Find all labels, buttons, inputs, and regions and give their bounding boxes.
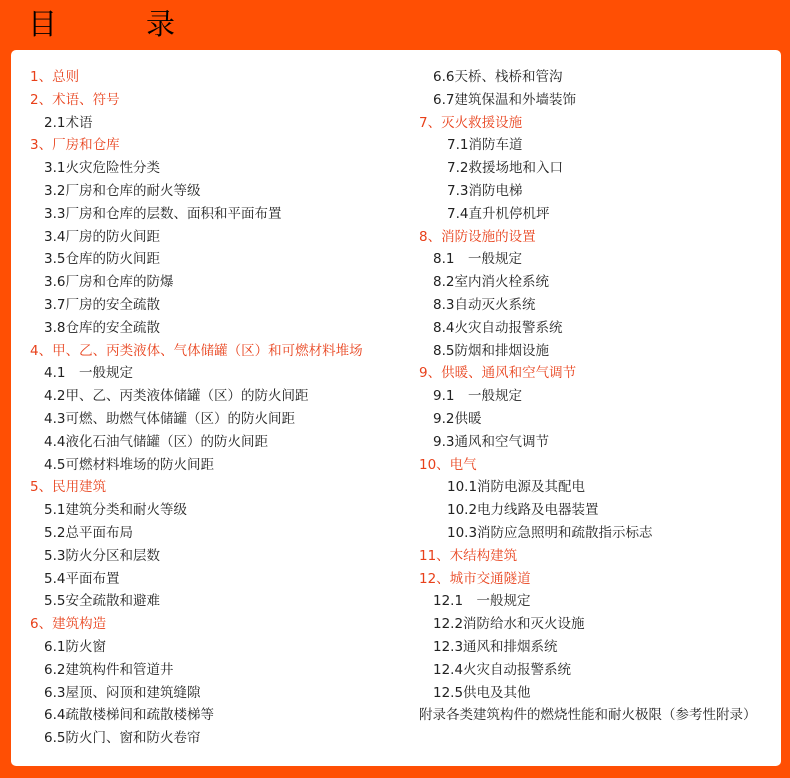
- toc-section-link[interactable]: 2.1术语: [44, 114, 93, 131]
- toc-section-link[interactable]: 10.3消防应急照明和疏散指示标志: [447, 524, 653, 541]
- toc-section-link[interactable]: 3.4厂房的防火间距: [44, 228, 160, 245]
- toc-section-link[interactable]: 8.2室内消火栓系统: [433, 274, 549, 291]
- toc-section-link[interactable]: 12.1 一般规定: [433, 593, 531, 610]
- toc-section-link[interactable]: 3.5仓库的防火间距: [44, 251, 160, 268]
- toc-section-link[interactable]: 6.4疏散楼梯间和疏散楼梯等: [44, 707, 214, 724]
- toc-section-link[interactable]: 7.1消防车道: [447, 137, 523, 154]
- toc-column-left: [30, 66, 363, 750]
- toc-section-link[interactable]: 12.2消防给水和灭火设施: [433, 616, 585, 633]
- toc-section-link[interactable]: 5.5安全疏散和避难: [44, 593, 160, 610]
- toc-section-link[interactable]: 10.2电力线路及电器装置: [447, 502, 599, 519]
- toc-section-link[interactable]: 9.1 一般规定: [433, 388, 522, 405]
- toc-section-link[interactable]: 8.1 一般规定: [433, 251, 522, 268]
- toc-chapter-link[interactable]: 8、消防设施的设置: [419, 228, 536, 245]
- toc-section-link[interactable]: 12.3通风和排烟系统: [433, 638, 558, 655]
- toc-chapter-link[interactable]: 4、甲、乙、丙类液体、气体储罐（区）和可燃材料堆场: [30, 342, 363, 359]
- toc-section-link[interactable]: 6.6天桥、栈桥和管沟: [433, 69, 563, 85]
- toc-section-link[interactable]: 3.1火灾危险性分类: [44, 160, 160, 177]
- toc-panel: [11, 50, 781, 766]
- toc-section-link[interactable]: 8.5防烟和排烟设施: [433, 342, 549, 359]
- toc-section-link[interactable]: 6.3屋顶、闷顶和建筑缝隙: [44, 684, 201, 701]
- toc-chapter-link[interactable]: 11、木结构建筑: [419, 547, 518, 564]
- toc-section-link[interactable]: 7.2救援场地和入口: [447, 160, 563, 177]
- toc-section-link[interactable]: 9.2供暖: [433, 410, 482, 427]
- toc-section-link[interactable]: 6.1防火窗: [44, 638, 106, 655]
- toc-section-link[interactable]: 3.3厂房和仓库的层数、面积和平面布置: [44, 205, 282, 222]
- toc-section-link[interactable]: 6.2建筑构件和管道井: [44, 661, 174, 678]
- toc-section-link[interactable]: 10.1消防电源及其配电: [447, 479, 586, 496]
- toc-chapter-link[interactable]: 10、电气: [419, 456, 477, 473]
- toc-section-link[interactable]: 5.1建筑分类和耐火等级: [44, 502, 187, 519]
- toc-section-link[interactable]: 6.5防火门、窗和防火卷帘: [44, 730, 201, 747]
- page-title: 目 录: [28, 7, 206, 41]
- toc-section-link[interactable]: 8.3自动灭火系统: [433, 296, 536, 313]
- toc-section-link[interactable]: 5.4平面布置: [44, 570, 120, 587]
- toc-section-link[interactable]: 9.3通风和空气调节: [433, 433, 549, 450]
- toc-chapter-link[interactable]: 5、民用建筑: [30, 479, 107, 496]
- toc-appendix-link[interactable]: 附录各类建筑构件的燃烧性能和耐火极限（参考性附录）: [419, 707, 757, 724]
- toc-section-link[interactable]: 4.2甲、乙、丙类液体储罐（区）的防火间距: [44, 388, 309, 405]
- toc-section-link[interactable]: 3.7厂房的安全疏散: [44, 296, 160, 313]
- toc-section-link[interactable]: 5.2总平面布局: [44, 524, 133, 541]
- toc-section-link[interactable]: 3.2厂房和仓库的耐火等级: [44, 182, 201, 199]
- toc-chapter-link[interactable]: 1、总则: [30, 69, 80, 85]
- toc-section-link[interactable]: 3.8仓库的安全疏散: [44, 319, 160, 336]
- toc-section-link[interactable]: 7.4直升机停机坪: [447, 205, 550, 222]
- toc-section-link[interactable]: 7.3消防电梯: [447, 182, 523, 199]
- toc-section-link[interactable]: 4.4液化石油气储罐（区）的防火间距: [44, 433, 268, 450]
- toc-chapter-link[interactable]: 6、建筑构造: [30, 616, 107, 633]
- toc-section-link[interactable]: 6.7建筑保温和外墙装饰: [433, 91, 576, 108]
- toc-chapter-link[interactable]: 9、供暖、通风和空气调节: [419, 365, 577, 382]
- toc-chapter-link[interactable]: 12、城市交通隧道: [419, 570, 531, 587]
- toc-section-link[interactable]: 12.5供电及其他: [433, 684, 531, 701]
- toc-chapter-link[interactable]: 2、术语、符号: [30, 91, 120, 108]
- toc-chapter-link[interactable]: 7、灭火救援设施: [419, 114, 523, 131]
- toc-chapter-link[interactable]: 3、厂房和仓库: [30, 137, 120, 154]
- toc-section-link[interactable]: 4.5可燃材料堆场的防火间距: [44, 456, 214, 473]
- toc-section-link[interactable]: 12.4火灾自动报警系统: [433, 661, 572, 678]
- toc-section-link[interactable]: 3.6厂房和仓库的防爆: [44, 274, 174, 291]
- toc-section-link[interactable]: 4.3可燃、助燃气体储罐（区）的防火间距: [44, 410, 295, 427]
- toc-column-right: [419, 66, 757, 727]
- toc-section-link[interactable]: 5.3防火分区和层数: [44, 547, 160, 564]
- toc-section-link[interactable]: 4.1 一般规定: [44, 365, 133, 382]
- toc-section-link[interactable]: 8.4火灾自动报警系统: [433, 319, 563, 336]
